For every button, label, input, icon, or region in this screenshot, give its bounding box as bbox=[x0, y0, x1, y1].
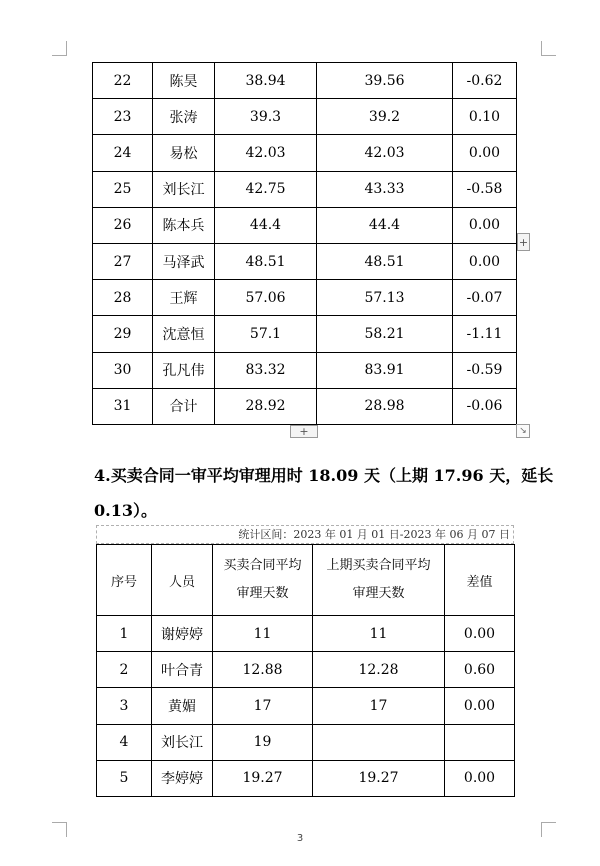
cell-diff: 0.00 bbox=[453, 207, 517, 243]
header-current-line1: 买卖合同平均 bbox=[223, 558, 302, 573]
cell-no: 23 bbox=[93, 99, 153, 135]
cell-previous: 12.28 bbox=[313, 652, 445, 688]
cell-current: 48.51 bbox=[215, 243, 317, 279]
cell-current: 44.4 bbox=[215, 207, 317, 243]
cell-current: 83.32 bbox=[215, 352, 317, 388]
table-header-row bbox=[97, 545, 515, 616]
cell-no: 25 bbox=[93, 171, 153, 207]
cell-no: 24 bbox=[93, 135, 153, 171]
table-row bbox=[93, 316, 517, 352]
cell-no: 29 bbox=[93, 316, 153, 352]
section-heading: 4.买卖合同一审平均审理用时 18.09 天（上期 17.96 天，延长 0.13）。 bbox=[94, 466, 554, 520]
cell-previous: 57.13 bbox=[317, 280, 453, 316]
cell-previous: 39.2 bbox=[317, 99, 453, 135]
review-time-table-continued bbox=[92, 62, 517, 425]
cell-no: 22 bbox=[93, 63, 153, 99]
cell-previous: 39.56 bbox=[317, 63, 453, 99]
cell-name: 陈昊 bbox=[153, 63, 215, 99]
cell-no: 27 bbox=[93, 243, 153, 279]
cell-current: 57.1 bbox=[215, 316, 317, 352]
cell-current: 11 bbox=[213, 616, 313, 652]
cell-diff: -0.58 bbox=[453, 171, 517, 207]
cell-no: 26 bbox=[93, 207, 153, 243]
cell-current: 42.75 bbox=[215, 171, 317, 207]
cell-previous: 11 bbox=[313, 616, 445, 652]
header-previous-line1: 上期买卖合同平均 bbox=[326, 558, 431, 573]
page-corner-mark bbox=[541, 41, 556, 56]
cell-diff: 0.00 bbox=[445, 760, 515, 796]
cell-current: 39.3 bbox=[215, 99, 317, 135]
cell-diff bbox=[445, 724, 515, 760]
cell-name: 张涛 bbox=[153, 99, 215, 135]
cell-no: 30 bbox=[93, 352, 153, 388]
cell-current: 17 bbox=[213, 688, 313, 724]
cell-name: 刘长江 bbox=[152, 724, 213, 760]
cell-no: 2 bbox=[97, 652, 152, 688]
cell-name: 合计 bbox=[153, 388, 215, 424]
table-row bbox=[93, 388, 517, 424]
cell-current: 57.06 bbox=[215, 280, 317, 316]
cell-no: 28 bbox=[93, 280, 153, 316]
cell-diff: 0.00 bbox=[453, 243, 517, 279]
cell-current: 19.27 bbox=[213, 760, 313, 796]
header-name: 人员 bbox=[152, 545, 213, 616]
cell-current: 42.03 bbox=[215, 135, 317, 171]
cell-no: 4 bbox=[97, 724, 152, 760]
header-current bbox=[213, 545, 313, 616]
header-previous bbox=[313, 545, 445, 616]
cell-diff: 0.00 bbox=[453, 135, 517, 171]
cell-previous: 83.91 bbox=[317, 352, 453, 388]
cell-name: 马泽武 bbox=[153, 243, 215, 279]
cell-name: 孔凡伟 bbox=[153, 352, 215, 388]
table-row bbox=[93, 99, 517, 135]
cell-previous: 44.4 bbox=[317, 207, 453, 243]
header-no: 序号 bbox=[97, 545, 152, 616]
cell-diff: -0.06 bbox=[453, 388, 517, 424]
table-row bbox=[97, 652, 515, 688]
cell-no: 3 bbox=[97, 688, 152, 724]
cell-name: 沈意恒 bbox=[153, 316, 215, 352]
cell-current: 38.94 bbox=[215, 63, 317, 99]
add-row-button[interactable]: + bbox=[290, 425, 318, 438]
cell-name: 叶合青 bbox=[152, 652, 213, 688]
table-row bbox=[93, 352, 517, 388]
page-number: 3 bbox=[296, 833, 304, 844]
cell-previous: 28.98 bbox=[317, 388, 453, 424]
cell-name: 王辉 bbox=[153, 280, 215, 316]
cell-current: 19 bbox=[213, 724, 313, 760]
header-diff: 差值 bbox=[445, 545, 515, 616]
cell-current: 12.88 bbox=[213, 652, 313, 688]
cell-previous: 48.51 bbox=[317, 243, 453, 279]
cell-previous: 58.21 bbox=[317, 316, 453, 352]
cell-diff: -0.59 bbox=[453, 352, 517, 388]
cell-diff: 0.10 bbox=[453, 99, 517, 135]
table-row bbox=[93, 243, 517, 279]
table-row bbox=[93, 63, 517, 99]
cell-diff: -0.62 bbox=[453, 63, 517, 99]
cell-name: 陈本兵 bbox=[153, 207, 215, 243]
table-row bbox=[97, 616, 515, 652]
table-row bbox=[93, 207, 517, 243]
table-row bbox=[93, 171, 517, 207]
cell-name: 易松 bbox=[153, 135, 215, 171]
cell-name: 谢婷婷 bbox=[152, 616, 213, 652]
table-row bbox=[93, 135, 517, 171]
page-corner-mark bbox=[52, 41, 67, 56]
stats-range-label: 统计区间：2023 年 01 月 01 日-2023 年 06 月 07 日 bbox=[96, 525, 514, 544]
table-row bbox=[93, 280, 517, 316]
cell-diff: -0.07 bbox=[453, 280, 517, 316]
cell-previous bbox=[313, 724, 445, 760]
cell-previous: 19.27 bbox=[313, 760, 445, 796]
cell-no: 1 bbox=[97, 616, 152, 652]
cell-name: 刘长江 bbox=[153, 171, 215, 207]
cell-no: 5 bbox=[97, 760, 152, 796]
cell-previous: 43.33 bbox=[317, 171, 453, 207]
add-column-button[interactable]: + bbox=[517, 233, 530, 251]
cell-name: 黄媚 bbox=[152, 688, 213, 724]
cell-diff: 0.60 bbox=[445, 652, 515, 688]
cell-name: 李婷婷 bbox=[152, 760, 213, 796]
table-row bbox=[97, 760, 515, 796]
cell-previous: 17 bbox=[313, 688, 445, 724]
cell-diff: -1.11 bbox=[453, 316, 517, 352]
cell-previous: 42.03 bbox=[317, 135, 453, 171]
table-row bbox=[97, 688, 515, 724]
sales-contract-review-table bbox=[96, 544, 515, 797]
cell-diff: 0.00 bbox=[445, 688, 515, 724]
cell-diff: 0.00 bbox=[445, 616, 515, 652]
header-previous-line2: 审理天数 bbox=[352, 586, 405, 601]
table-row bbox=[97, 724, 515, 760]
cell-no: 31 bbox=[93, 388, 153, 424]
header-current-line2: 审理天数 bbox=[236, 586, 289, 601]
table-resize-handle[interactable]: ↘ bbox=[516, 424, 530, 438]
cell-current: 28.92 bbox=[215, 388, 317, 424]
